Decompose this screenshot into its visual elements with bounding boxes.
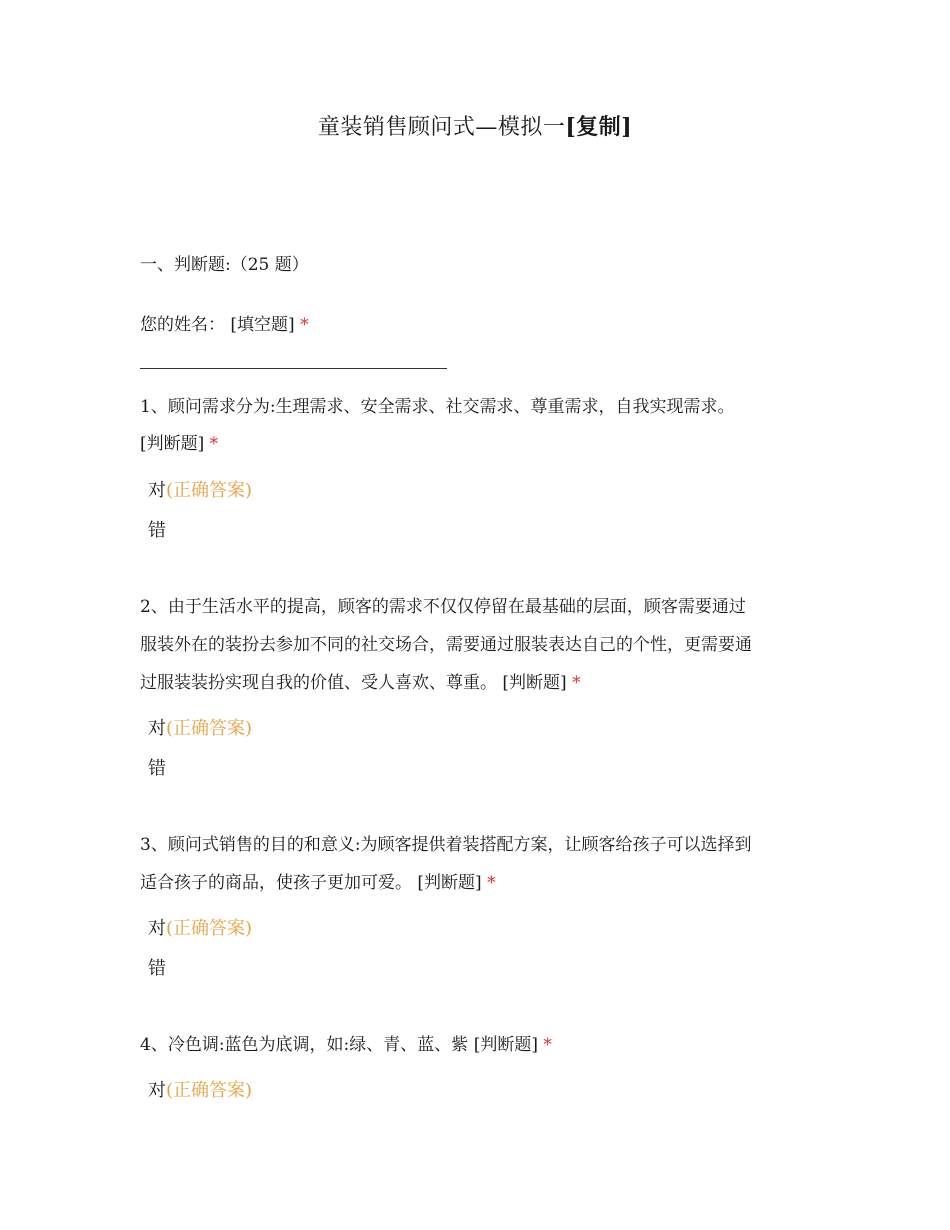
- option-label: 错: [148, 958, 166, 979]
- question-2-text-line-1: 2、由于生活水平的提高，顾客的需求不仅仅停留在最基础的层面，顾客需要通过: [140, 597, 746, 617]
- question-type-tag: [判断题]: [502, 673, 567, 693]
- page-title: [0, 110, 950, 141]
- question-type-tag: [判断题]: [473, 1035, 538, 1055]
- question-1-meta: [140, 429, 218, 454]
- question-2-text-line-3: [140, 668, 581, 693]
- question-2-text-line-2: 服装外在的装扮去参加不同的社交场合，需要通过服装表达自己的个性，更需要通: [140, 635, 752, 655]
- question-3-option-false[interactable]: [148, 954, 166, 980]
- name-blank-input[interactable]: [140, 368, 447, 369]
- option-label: 错: [148, 758, 166, 779]
- option-label: 对: [148, 718, 166, 739]
- name-question: [140, 310, 309, 335]
- correct-answer-tag: (正确答案): [166, 1080, 253, 1101]
- question-text: 过服装装扮实现自我的价值、受人喜欢、尊重。: [140, 673, 497, 693]
- question-1-option-false[interactable]: [148, 516, 166, 542]
- required-mark: *: [209, 434, 219, 454]
- question-type-tag: [填空题]: [230, 315, 295, 335]
- correct-answer-tag: (正确答案): [166, 480, 253, 501]
- question-text: 适合孩子的商品，使孩子更加可爱。: [140, 873, 412, 893]
- option-label: 对: [148, 918, 166, 939]
- question-3-text-line-2: [140, 868, 496, 893]
- option-label: 错: [148, 520, 166, 541]
- question-1-text: 1、顾问需求分为:生理需求、安全需求、社交需求、尊重需求，自我实现需求。: [140, 397, 735, 417]
- question-type-tag: [判断题]: [140, 434, 205, 454]
- question-3-text-line-1: 3、顾问式销售的目的和意义:为顾客提供着装搭配方案，让顾客给孩子可以选择到: [140, 835, 752, 855]
- option-label: 对: [148, 480, 166, 501]
- question-type-tag: [判断题]: [417, 873, 482, 893]
- question-4-text: [140, 1030, 552, 1055]
- question-2-option-false[interactable]: [148, 754, 166, 780]
- required-mark: *: [487, 873, 496, 893]
- title-main: 童装销售顾问式—模拟一: [317, 115, 566, 140]
- title-suffix: [复制]: [565, 114, 633, 140]
- section-heading: 一、判断题:（25 题）: [140, 255, 309, 275]
- question-text: 4、冷色调:蓝色为底调，如:绿、青、蓝、紫: [140, 1035, 469, 1055]
- required-mark: *: [300, 315, 309, 335]
- question-2-option-true[interactable]: [148, 714, 252, 740]
- name-label: 您的姓名：: [140, 315, 225, 335]
- question-4-option-true[interactable]: [148, 1076, 252, 1102]
- question-3-option-true[interactable]: [148, 914, 252, 940]
- required-mark: *: [543, 1035, 552, 1055]
- option-label: 对: [148, 1080, 166, 1101]
- required-mark: *: [572, 673, 581, 693]
- correct-answer-tag: (正确答案): [166, 918, 253, 939]
- question-1-option-true[interactable]: [148, 476, 252, 502]
- correct-answer-tag: (正确答案): [166, 718, 253, 739]
